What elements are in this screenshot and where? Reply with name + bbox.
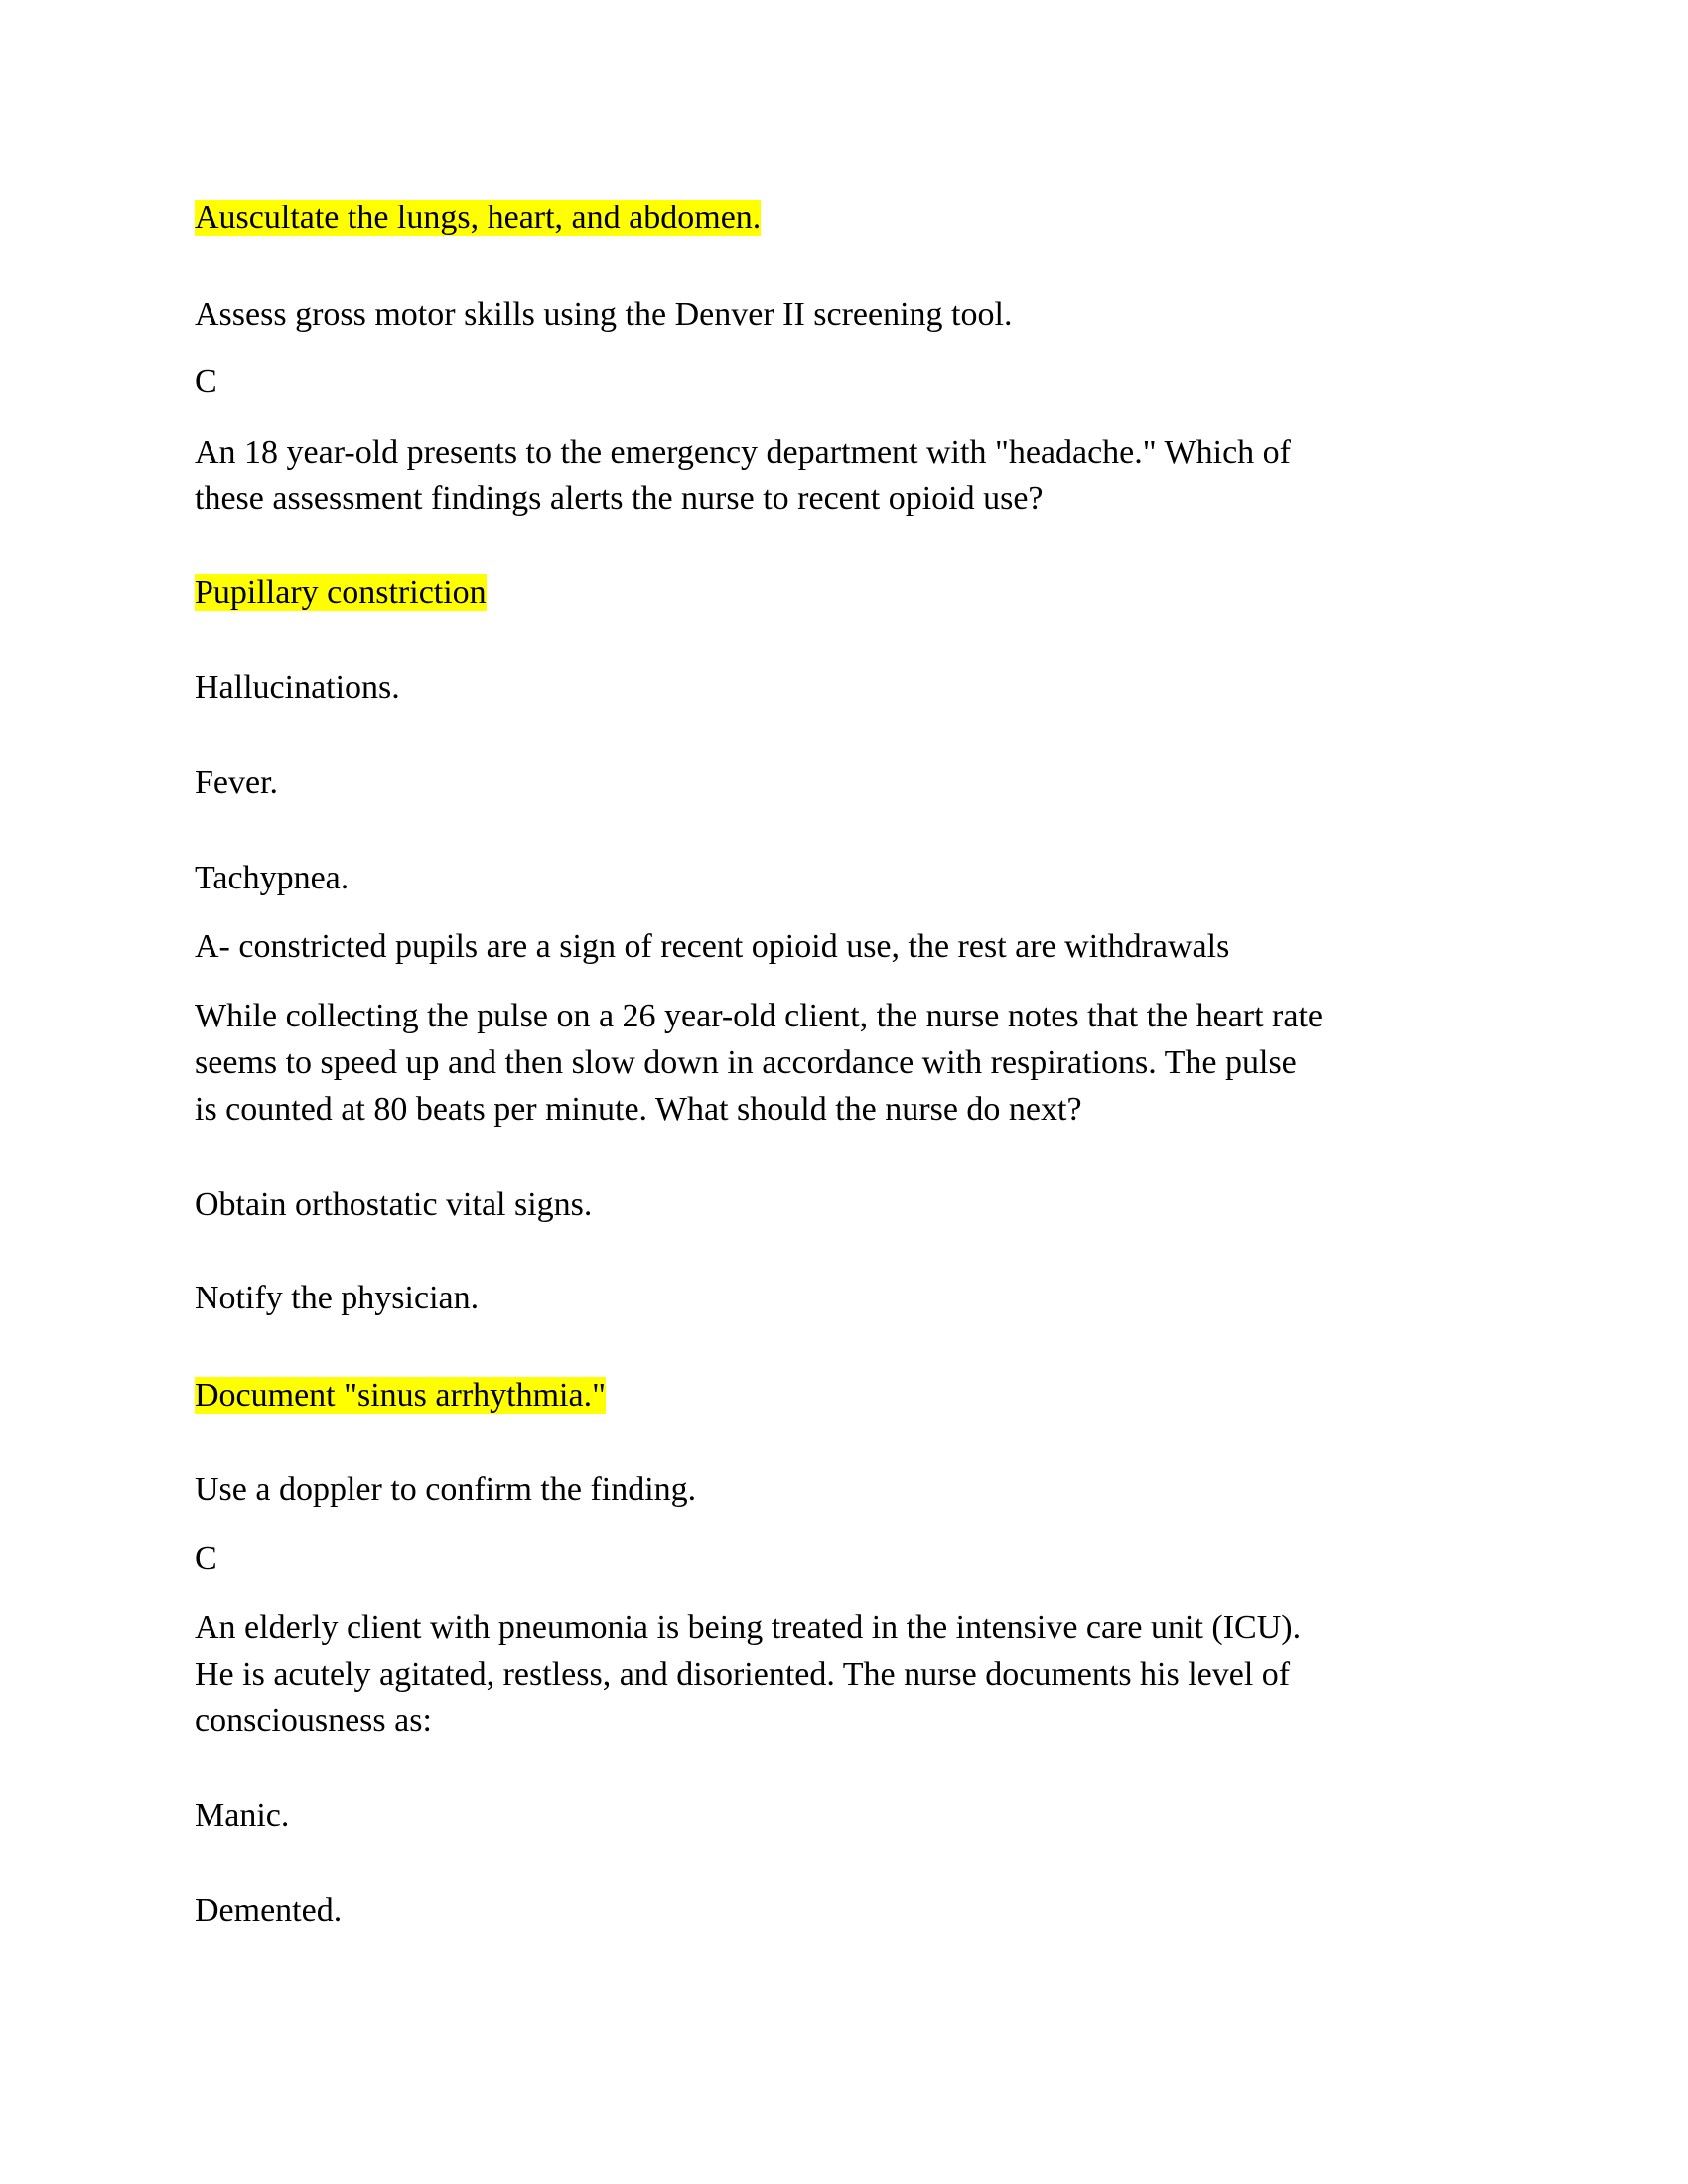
text-line: C [195,1540,217,1576]
text-line: Manic. [195,1797,290,1834]
text-paragraph [195,759,278,806]
text-line: Use a doppler to confirm the finding. [195,1471,697,1508]
text-line: Pupillary constriction [195,574,487,611]
text-line: Obtain orthostatic vital signs. [195,1186,593,1223]
text-line: While collecting the pulse on a 26 year-old client, the nurse notes that the heart rate [195,998,1324,1034]
text-paragraph [195,993,1323,1133]
text-paragraph [195,358,217,405]
text-line: Auscultate the lungs, heart, and abdomen. [195,200,762,236]
text-paragraph [195,1275,479,1321]
text-paragraph [195,1887,342,1934]
text-paragraph [195,1181,592,1228]
text-paragraph [195,664,400,711]
text-line: C [195,363,217,400]
text-line: consciousness as: [195,1703,432,1739]
text-paragraph [195,1604,1301,1744]
text-line: Assess gross motor skills using the Denver II screening tool. [195,296,1013,333]
text-paragraph [195,429,1291,522]
text-line: Tachypnea. [195,860,350,896]
text-line: Document "sinus arrhythmia." [195,1377,606,1414]
text-line: Hallucinations. [195,669,400,706]
text-line: An 18 year-old presents to the emergency department with "headache." Which of [195,434,1291,471]
highlighted-answer-paragraph [195,195,761,241]
text-paragraph [195,1466,696,1513]
text-line: Notify the physician. [195,1280,480,1316]
text-line: seems to speed up and then slow down in accordance with respirations. The pulse [195,1044,1297,1081]
text-line: An elderly client with pneumonia is being treated in the intensive care unit (ICU). [195,1609,1302,1646]
text-line: Fever. [195,764,279,801]
text-line: these assessment findings alerts the nurse to recent opioid use? [195,480,1044,517]
highlighted-answer-paragraph [195,1372,606,1419]
text-paragraph [195,855,349,901]
text-line: He is acutely agitated, restless, and disoriented. The nurse documents his level of [195,1656,1291,1693]
text-line: A- constricted pupils are a sign of recent opioid use, the rest are withdrawals [195,928,1230,965]
text-paragraph [195,1792,289,1839]
text-paragraph [195,923,1229,970]
text-paragraph [195,291,1012,338]
highlighted-answer-paragraph [195,569,487,615]
text-paragraph [195,1535,217,1581]
text-line: is counted at 80 beats per minute. What should the nurse do next? [195,1091,1082,1128]
text-line: Demented. [195,1892,343,1929]
